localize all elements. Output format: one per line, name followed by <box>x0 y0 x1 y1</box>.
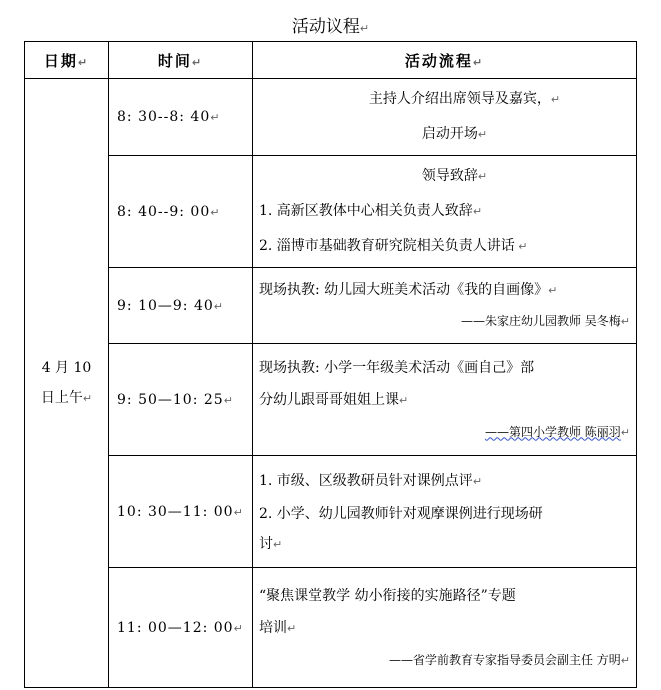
table-row <box>25 456 637 568</box>
table-row <box>25 79 637 156</box>
flow-cell: 1. 市级、区级教研员针对课例点评↵ 2. 小学、幼儿园教师针对观摩课例进行现场研 讨↵ <box>253 456 637 568</box>
time-cell: 9: 50—10: 25↵ <box>109 344 253 456</box>
flow-cell: 现场执教: 幼儿园大班美术活动《我的自画像》↵ ——朱家庄幼儿园教师 吴冬梅↵ <box>253 268 637 344</box>
table-row <box>25 568 637 688</box>
date-cell: 4 月 10 日上午↵ <box>25 79 109 688</box>
time-cell: 8: 30--8: 40↵ <box>109 79 253 156</box>
time-cell: 8: 40--9: 00↵ <box>109 156 253 268</box>
header-date: 日期↵ <box>25 42 109 79</box>
time-cell: 11: 00—12: 00↵ <box>109 568 253 688</box>
flow-cell: 现场执教: 小学一年级美术活动《画自己》部 分幼儿跟哥哥姐姐上课↵ ——第四小学教师 陈丽羽↵ <box>253 344 637 456</box>
page-title: 活动议程↵ <box>291 17 370 37</box>
agenda-table <box>24 41 637 688</box>
time-cell: 10: 30—11: 00↵ <box>109 456 253 568</box>
table-row <box>25 156 637 268</box>
flow-cell: 领导致辞↵ 1. 高新区教体中心相关负责人致辞↵ 2. 淄博市基础教育研究院相关负责人讲话 ↵ <box>253 156 637 268</box>
time-cell: 9: 10—9: 40↵ <box>109 268 253 344</box>
header-time: 时间↵ <box>109 42 253 79</box>
flow-cell: “聚焦课堂教学 幼小衔接的实施路径”专题 培训↵ ——省学前教育专家指导委员会副主任 方明↵ <box>253 568 637 688</box>
header-flow: 活动流程↵ <box>253 42 637 79</box>
table-row <box>25 344 637 456</box>
flow-cell: 主持人介绍出席领导及嘉宾，↵ 启动开场↵ <box>253 79 637 156</box>
header-row <box>25 42 637 79</box>
table-row <box>25 268 637 344</box>
